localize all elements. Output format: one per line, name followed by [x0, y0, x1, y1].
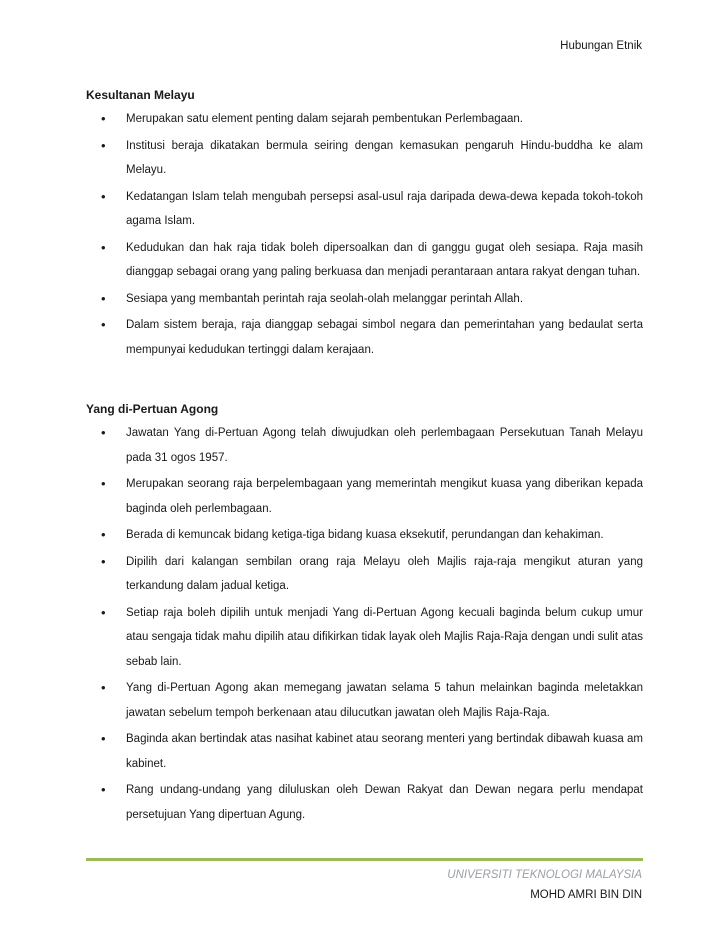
list-item: • Berada di kemuncak bidang ketiga-tiga bidang kuasa eksekutif, perundangan dan kehakiman.	[86, 523, 643, 548]
list-item: • Yang di-Pertuan Agong akan memegang jawatan selama 5 tahun melainkan baginda meletakkan jawatan sebelum tempoh berkenaan atau dilucutkan jawatan oleh Majlis Raja-Raja.	[86, 676, 643, 725]
list-item: • Dipilih dari kalangan sembilan orang raja Melayu oleh Majlis raja-raja mengikut aturan yang terkandung dalam jadual ketiga.	[86, 550, 643, 599]
footer-divider	[86, 858, 643, 861]
list-item: • Sesiapa yang membantah perintah raja seolah-olah melanggar perintah Allah.	[86, 287, 643, 312]
list-item: • Jawatan Yang di-Pertuan Agong telah diwujudkan oleh perlembagaan Persekutuan Tanah Melayu pada 31 ogos 1957.	[86, 421, 643, 470]
bullet-list-yang-di-pertuan-agong	[86, 421, 643, 829]
footer-author: MOHD AMRI BIN DIN	[530, 889, 642, 901]
list-item: • Institusi beraja dikatakan bermula seiring dengan kemasukan pengaruh Hindu-buddha ke alam Melayu.	[86, 134, 643, 183]
section-title-yang-di-pertuan-agong: Yang di-Pertuan Agong	[86, 402, 219, 416]
list-item: • Merupakan satu element penting dalam sejarah pembentukan Perlembagaan.	[86, 107, 643, 132]
list-item: • Baginda akan bertindak atas nasihat kabinet atau seorang menteri yang bertindak dibawah kuasa am kabinet.	[86, 727, 643, 776]
page-header-title: Hubungan Etnik	[560, 40, 642, 52]
bullet-list-kesultanan-melayu	[86, 107, 643, 364]
list-item: • Kedatangan Islam telah mengubah persepsi asal-usul raja daripada dewa-dewa kepada tokoh-tokoh agama Islam.	[86, 185, 643, 234]
list-item: • Merupakan seorang raja berpelembagaan yang memerintah mengikut kuasa yang diberikan kepada baginda oleh perlembagaan.	[86, 472, 643, 521]
section-title-kesultanan-melayu: Kesultanan Melayu	[86, 88, 195, 102]
footer-university: UNIVERSITI TEKNOLOGI MALAYSIA	[447, 869, 642, 881]
list-item: • Kedudukan dan hak raja tidak boleh dipersoalkan dan di ganggu gugat oleh sesiapa. Raja masih dianggap sebagai orang yang paling berkuasa dan menjadi perantaraan antara rakyat dengan tuhan.	[86, 236, 643, 285]
list-item: • Setiap raja boleh dipilih untuk menjadi Yang di-Pertuan Agong kecuali baginda belum cukup umur atau sengaja tidak mahu dipilih atau difikirkan tidak layak oleh Majlis Raja-Raja dengan undi sulit atas sebab lain.	[86, 601, 643, 675]
list-item: • Rang undang-undang yang diluluskan oleh Dewan Rakyat dan Dewan negara perlu mendapat persetujuan Yang dipertuan Agung.	[86, 778, 643, 827]
list-item: • Dalam sistem beraja, raja dianggap sebagai simbol negara dan pemerintahan yang bedaulat serta mempunyai kedudukan tertinggi dalam kerajaan.	[86, 313, 643, 362]
